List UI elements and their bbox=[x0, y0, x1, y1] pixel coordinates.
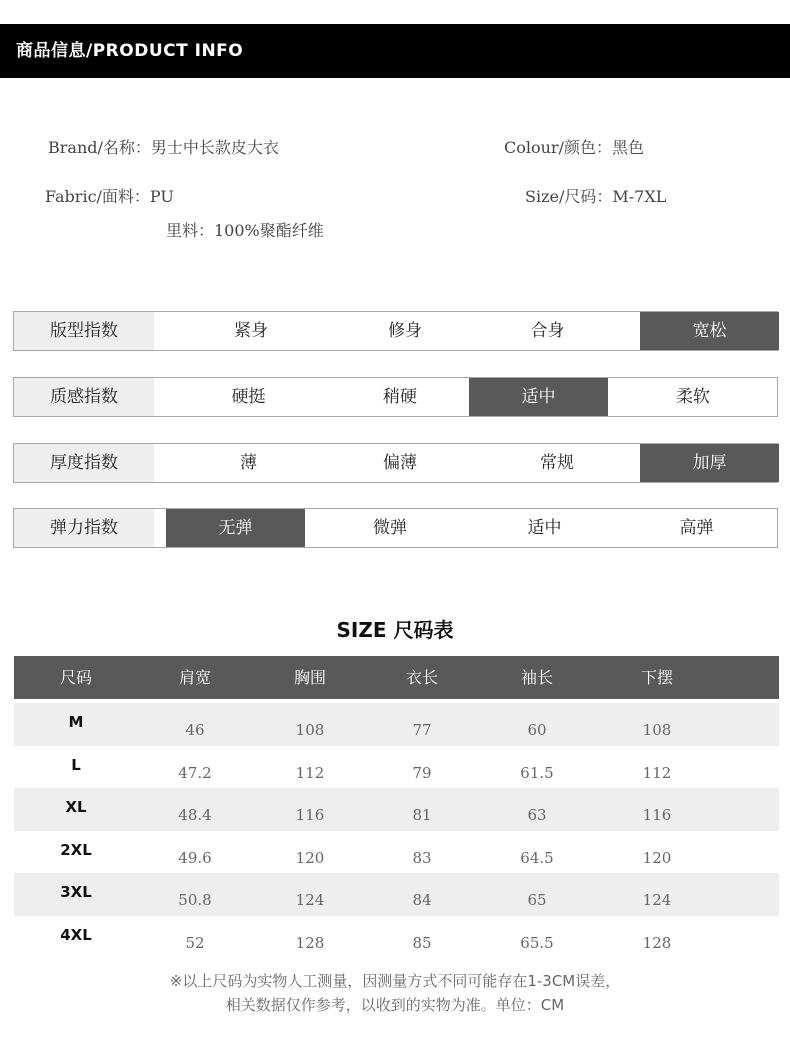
scale-option: 合身 bbox=[530, 321, 565, 341]
size-range-info: Size/尺码：M-7XL bbox=[525, 187, 667, 206]
table-row bbox=[14, 703, 779, 746]
scale-label: 质感指数 bbox=[50, 387, 118, 407]
note-line-2: 相关数据仅作参考，以收到的实物为准。单位：CM bbox=[225, 996, 565, 1014]
scale-option: 适中 bbox=[527, 518, 562, 538]
table-cell: 116 bbox=[295, 806, 325, 824]
table-cell: 65 bbox=[527, 891, 547, 909]
table-cell: 108 bbox=[642, 721, 672, 739]
table-cell: 81 bbox=[412, 806, 432, 824]
scale-option-selected: 无弹 bbox=[166, 509, 305, 547]
scale-option: 微弹 bbox=[373, 518, 407, 538]
table-cell: 79 bbox=[412, 763, 432, 782]
scale-option: 薄 bbox=[240, 453, 257, 473]
table-row bbox=[14, 788, 779, 831]
table-row bbox=[14, 873, 779, 916]
table-cell: 112 bbox=[295, 763, 325, 782]
size-label: L bbox=[71, 755, 81, 774]
header-title: 商品信息/PRODUCT INFO bbox=[16, 41, 244, 61]
table-cell: 47.2 bbox=[178, 763, 212, 782]
table-row bbox=[14, 916, 779, 959]
table-cell: 83 bbox=[412, 848, 432, 867]
scale-label: 弹力指数 bbox=[50, 518, 118, 538]
table-header-cell: 袖长 bbox=[520, 668, 554, 687]
table-cell: 124 bbox=[295, 891, 325, 909]
scale-option-selected: 加厚 bbox=[640, 444, 779, 482]
table-cell: 120 bbox=[642, 848, 672, 867]
size-label: 3XL bbox=[60, 883, 92, 901]
table-cell: 64.5 bbox=[520, 848, 554, 867]
scale-row bbox=[13, 443, 778, 483]
table-cell: 112 bbox=[642, 763, 672, 782]
note-line-1: ※以上尺码为实物人工测量，因测量方式不同可能存在1-3CM误差， bbox=[169, 972, 621, 990]
table-header-cell: 尺码 bbox=[59, 668, 93, 687]
scale-option: 常规 bbox=[540, 453, 574, 473]
table-header-cell: 衣长 bbox=[405, 668, 439, 687]
table-header-cell: 下摆 bbox=[640, 668, 674, 687]
table-cell: 50.8 bbox=[178, 891, 212, 909]
scale-option: 紧身 bbox=[234, 321, 268, 341]
table-header-cell: 胸围 bbox=[293, 668, 327, 687]
table-cell: 128 bbox=[642, 933, 672, 952]
table-header-cell: 肩宽 bbox=[178, 668, 212, 687]
scale-label-cell bbox=[14, 444, 154, 482]
table-row bbox=[14, 831, 779, 874]
table-cell: 49.6 bbox=[178, 848, 212, 867]
size-label: M bbox=[68, 713, 84, 731]
size-label: 4XL bbox=[60, 925, 92, 944]
table-cell: 52 bbox=[185, 933, 205, 952]
table-cell: 77 bbox=[412, 721, 432, 739]
scale-label-cell bbox=[14, 312, 154, 350]
scale-label: 厚度指数 bbox=[50, 453, 118, 473]
scale-option: 柔软 bbox=[676, 387, 710, 407]
scale-option: 高弹 bbox=[679, 518, 714, 538]
table-cell: 120 bbox=[295, 848, 325, 867]
scale-option: 修身 bbox=[388, 321, 422, 341]
table-cell: 116 bbox=[642, 806, 672, 824]
scale-option: 稍硬 bbox=[383, 387, 417, 407]
size-label: 2XL bbox=[60, 840, 92, 859]
table-cell: 65.5 bbox=[520, 933, 554, 952]
scale-row bbox=[13, 377, 778, 417]
scale-option-selected: 宽松 bbox=[640, 312, 779, 350]
table-cell: 128 bbox=[295, 933, 325, 952]
table-cell: 85 bbox=[412, 933, 432, 952]
table-cell: 124 bbox=[642, 891, 672, 909]
scale-row bbox=[13, 508, 778, 548]
table-cell: 60 bbox=[527, 721, 547, 739]
lining-info: 里料：100%聚酯纤维 bbox=[166, 221, 324, 240]
table-cell: 48.4 bbox=[178, 806, 212, 824]
table-cell: 46 bbox=[185, 721, 205, 739]
table-cell: 84 bbox=[412, 891, 432, 909]
brand-info: Brand/名称：男士中长款皮大衣 bbox=[48, 138, 279, 157]
size-table-title: SIZE 尺码表 bbox=[336, 618, 454, 642]
scale-row bbox=[13, 311, 778, 351]
scale-option: 硬挺 bbox=[231, 387, 266, 407]
table-cell: 61.5 bbox=[520, 763, 554, 782]
size-label: XL bbox=[65, 798, 87, 816]
fabric-info: Fabric/面料：PU bbox=[45, 187, 174, 206]
scale-label-cell bbox=[14, 378, 154, 416]
scale-label: 版型指数 bbox=[50, 321, 118, 341]
table-row bbox=[14, 746, 779, 789]
table-cell: 63 bbox=[527, 806, 547, 824]
scale-option-selected: 适中 bbox=[469, 378, 608, 416]
size-table-header bbox=[14, 656, 779, 699]
product-info-header bbox=[0, 24, 790, 78]
scale-label-cell bbox=[14, 509, 154, 547]
table-cell: 108 bbox=[295, 721, 325, 739]
scale-option: 偏薄 bbox=[383, 453, 417, 473]
colour-info: Colour/颜色：黑色 bbox=[504, 138, 644, 157]
